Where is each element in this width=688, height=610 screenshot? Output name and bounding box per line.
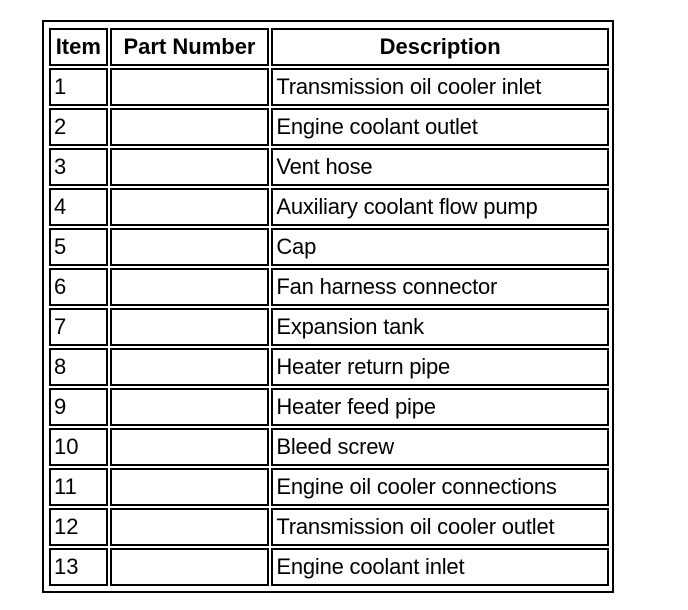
cell-part-number (110, 308, 270, 346)
parts-table-frame (42, 20, 614, 593)
header-description: Description (271, 28, 609, 66)
cell-item: 13 (49, 548, 108, 586)
cell-description: Heater return pipe (271, 348, 609, 386)
cell-part-number (110, 148, 270, 186)
cell-description: Fan harness connector (271, 268, 609, 306)
cell-description: Cap (271, 228, 609, 266)
table-row (49, 508, 609, 546)
cell-item: 4 (49, 188, 108, 226)
cell-item: 5 (49, 228, 108, 266)
header-part-number: Part Number (110, 28, 270, 66)
cell-part-number (110, 228, 270, 266)
cell-part-number (110, 548, 270, 586)
cell-description: Engine oil cooler connections (271, 468, 609, 506)
cell-part-number (110, 508, 270, 546)
cell-item: 7 (49, 308, 108, 346)
table-row (49, 308, 609, 346)
table-row (49, 268, 609, 306)
cell-item: 2 (49, 108, 108, 146)
cell-item: 12 (49, 508, 108, 546)
table-row (49, 548, 609, 586)
header-item: Item (49, 28, 108, 66)
table-body (49, 68, 609, 586)
cell-description: Expansion tank (271, 308, 609, 346)
table-header-row (49, 28, 609, 66)
table-row (49, 428, 609, 466)
cell-part-number (110, 108, 270, 146)
cell-item: 10 (49, 428, 108, 466)
cell-item: 8 (49, 348, 108, 386)
table-row (49, 108, 609, 146)
table-row (49, 348, 609, 386)
cell-description: Transmission oil cooler inlet (271, 68, 609, 106)
cell-description: Engine coolant outlet (271, 108, 609, 146)
cell-part-number (110, 428, 270, 466)
table-row (49, 148, 609, 186)
cell-item: 11 (49, 468, 108, 506)
cell-part-number (110, 268, 270, 306)
cell-description: Auxiliary coolant flow pump (271, 188, 609, 226)
cell-item: 9 (49, 388, 108, 426)
cell-description: Vent hose (271, 148, 609, 186)
cell-description: Bleed screw (271, 428, 609, 466)
table-row (49, 68, 609, 106)
table-row (49, 228, 609, 266)
cell-part-number (110, 68, 270, 106)
cell-part-number (110, 188, 270, 226)
cell-item: 3 (49, 148, 108, 186)
table-row (49, 468, 609, 506)
table-row (49, 188, 609, 226)
parts-table (47, 26, 611, 588)
table-row (49, 388, 609, 426)
cell-part-number (110, 468, 270, 506)
cell-description: Heater feed pipe (271, 388, 609, 426)
cell-part-number (110, 348, 270, 386)
cell-item: 6 (49, 268, 108, 306)
cell-description: Transmission oil cooler outlet (271, 508, 609, 546)
cell-description: Engine coolant inlet (271, 548, 609, 586)
cell-part-number (110, 388, 270, 426)
cell-item: 1 (49, 68, 108, 106)
